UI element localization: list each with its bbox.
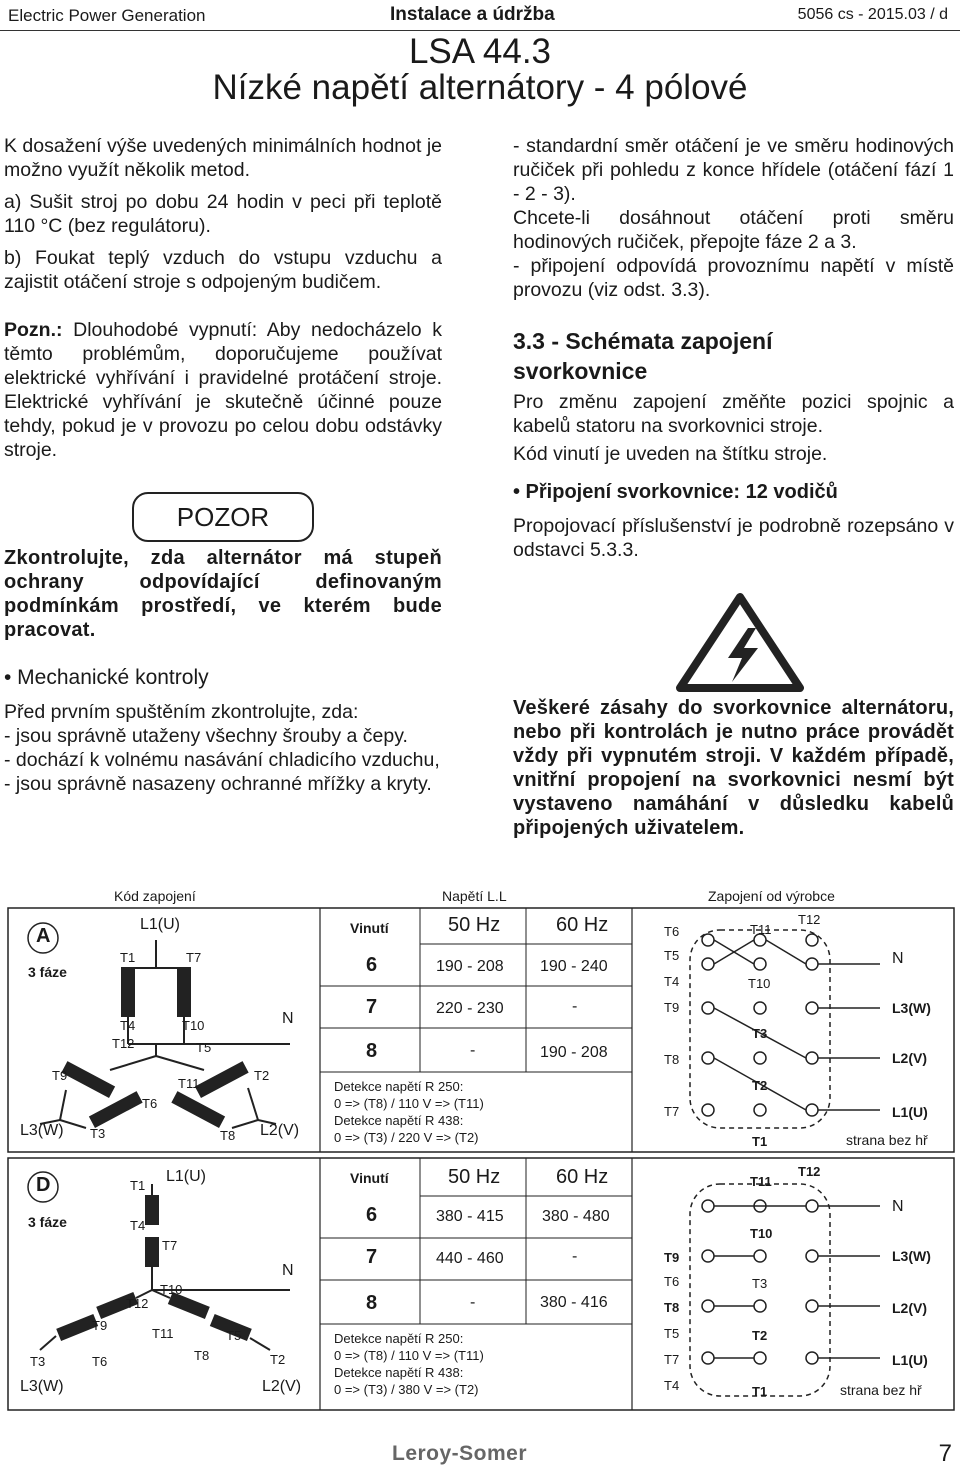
fa-t2: T2 [752, 1078, 768, 1093]
warning-text: Zkontrolujte, zda alternátor má stupeň ochrany odpovídající definovaným podmínkám prostředí, ve kterém bude pracovat. [4, 547, 442, 641]
a-l3: L3(W) [20, 1122, 64, 1139]
fd-n: N [892, 1198, 904, 1215]
a-t8: T8 [220, 1128, 236, 1143]
d-row2-code: 7 [366, 1246, 378, 1268]
mech-item-2: - dochází k volnému nasávání chladicího vzduchu, [4, 749, 440, 771]
page-number: 7 [938, 1440, 952, 1467]
diagram-a-phase: 3 fáze [28, 964, 67, 980]
a-row3-v60: 190 - 208 [540, 1044, 608, 1061]
fa-t7: T7 [664, 1104, 680, 1119]
fa-l3: L3(W) [892, 1000, 931, 1016]
d-detection [334, 1330, 484, 1398]
fa-t5: T5 [664, 948, 680, 963]
fd-t5: T5 [664, 1326, 680, 1341]
d-det-3: Detekce napětí R 438: [334, 1365, 464, 1380]
d-t2: T2 [270, 1352, 286, 1367]
fa-side: strana bez hř [846, 1132, 928, 1148]
fa-t9: T9 [664, 1000, 680, 1015]
para-drying-a: a) Sušit stroj po dobu 24 hodin v peci při teplotě 110 °C (bez regulátoru). [4, 191, 442, 237]
a-det-2: 0 => (T8) / 110 V => (T11) [334, 1096, 484, 1111]
danger-text: Veškeré zásahy do svorkovnice alternátoru, nebo při kontrolách je nutno práce provádět vždy při vypnutém stroji. V každém případě, vnitřní propojení na svorkovnici nesmí být vystaveno namáhání v důsledku kabelů připojených uživatelem. [513, 697, 954, 839]
a-detection [334, 1078, 484, 1146]
para-voltage: - připojení odpovídá provoznímu napětí v místě provozu (viz odst. 3.3). [513, 255, 954, 301]
subheading-12: • Připojení svorkovnice: 12 vodičů [513, 481, 838, 503]
header-brand: Electric Power Generation [8, 6, 206, 25]
fa-t8: T8 [664, 1052, 680, 1067]
a-t10: T10 [182, 1018, 205, 1033]
d-row3-v50: - [470, 1294, 476, 1311]
d-l2: L2(V) [262, 1378, 302, 1395]
header-factory: Zapojení od výrobce [708, 888, 835, 904]
fa-l1: L1(U) [892, 1104, 928, 1120]
a-t7: T7 [186, 950, 202, 965]
brand-logo: Leroy-Somer [392, 1442, 528, 1465]
fd-t11: T11 [750, 1174, 772, 1189]
a-row3-v50: - [470, 1042, 476, 1059]
d-row1-code: 6 [366, 1204, 378, 1226]
header-code: Kód zapojení [114, 888, 196, 904]
a-row2-v60: - [572, 998, 578, 1015]
mech-item-3: - jsou správně nasazeny ochranné mřížky a kryty. [4, 773, 432, 795]
d-row1-v60: 380 - 480 [542, 1208, 610, 1225]
diagram-a-windings [40, 940, 290, 1128]
fa-t10: T10 [748, 976, 771, 991]
d-row3-v60: 380 - 416 [540, 1294, 608, 1311]
para-change: Pro změnu zapojení změňte pozici spojnic a kabelů statoru na svorkovnici stroje. [513, 391, 954, 437]
note-text: Dlouhodobé vypnutí: Aby nedocházelo k těmto problémům, doporučujeme používat elektrické vyhřívání i pravidelné protáčení stroje. Elektrické vyhřívání je skutečně účinné pouze tehdy, pokud je v provozu po celou dobu odstávky stroje. [4, 319, 442, 461]
fd-t10: T10 [750, 1226, 773, 1241]
diagram-d-letter: D [36, 1174, 51, 1196]
d-hz60: 60 Hz [556, 1166, 609, 1188]
fd-t4: T4 [664, 1378, 680, 1393]
a-row1-v60: 190 - 240 [540, 958, 608, 975]
title-line2: Nízké napětí alternátory - 4 pólové [212, 68, 748, 107]
para-methods: K dosažení výše uvedených minimálních hodnot je možno využít několik metod. [4, 135, 442, 181]
fd-t1: T1 [752, 1384, 768, 1399]
d-hz50: 50 Hz [448, 1166, 501, 1188]
d-det-1: Detekce napětí R 250: [334, 1331, 464, 1346]
d-t12: T12 [126, 1296, 149, 1311]
d-row2-v60: - [572, 1248, 578, 1265]
a-t11: T11 [178, 1076, 200, 1091]
para-drying-b: b) Foukat teplý vzduch do vstupu vzduchu a zajistit otáčení stroje s odpojeným budičem. [4, 247, 442, 293]
a-vinuti: Vinutí [350, 920, 389, 936]
a-hz60: 60 Hz [556, 914, 609, 936]
title-line1: LSA 44.3 [408, 32, 552, 71]
a-t4: T4 [120, 1018, 136, 1033]
fd-l2: L2(V) [892, 1300, 927, 1316]
para-accessories: Propojovací příslušenství je podrobně rozepsáno v odstavci 5.3.3. [513, 515, 954, 561]
header-voltage: Napětí L.L [442, 888, 507, 904]
header-docref: 5056 cs - 2015.03 / d [797, 6, 948, 23]
d-t11: T11 [152, 1326, 174, 1341]
fa-t11: T11 [750, 922, 772, 937]
fa-t3: T3 [752, 1026, 768, 1041]
a-row3-code: 8 [366, 1040, 378, 1062]
a-t9: T9 [52, 1068, 68, 1083]
a-det-4: 0 => (T3) / 220 V => (T2) [334, 1130, 479, 1145]
a-row1-code: 6 [366, 954, 378, 976]
d-t1: T1 [130, 1178, 146, 1193]
diagram-a-letter: A [36, 925, 51, 947]
d-row2-v50: 440 - 460 [436, 1250, 504, 1267]
fd-side: strana bez hř [840, 1382, 922, 1398]
a-t1: T1 [120, 950, 136, 965]
d-t7: T7 [162, 1238, 178, 1253]
fa-t6: T6 [664, 924, 680, 939]
d-l1: L1(U) [166, 1168, 207, 1185]
a-l2: L2(V) [260, 1122, 300, 1139]
fa-l2: L2(V) [892, 1050, 927, 1066]
mech-heading: • Mechanické kontroly [4, 666, 209, 689]
d-row1-v50: 380 - 415 [436, 1208, 504, 1225]
fd-t12: T12 [798, 1164, 821, 1179]
fd-t3: T3 [752, 1276, 768, 1291]
mech-intro: Před prvním spuštěním zkontrolujte, zda: [4, 701, 359, 723]
a-t2: T2 [254, 1068, 270, 1083]
a-det-1: Detekce napětí R 250: [334, 1079, 464, 1094]
a-hz50: 50 Hz [448, 914, 501, 936]
note-label: Pozn.: [4, 319, 63, 341]
header-section: Instalace a údržba [390, 4, 555, 25]
a-t3: T3 [90, 1126, 106, 1141]
a-l1: L1(U) [140, 916, 181, 933]
d-t6: T6 [92, 1354, 108, 1369]
d-t4: T4 [130, 1218, 146, 1233]
a-row2-v50: 220 - 230 [436, 1000, 504, 1017]
d-vinuti: Vinutí [350, 1170, 389, 1186]
d-t10: T10 [160, 1282, 183, 1297]
fd-l3: L3(W) [892, 1248, 931, 1264]
para-counter: Chcete-li dosáhnout otáčení proti směru hodinových ručiček, přepojte fáze 2 a 3. [513, 207, 954, 253]
factory-panel-a [690, 930, 880, 1128]
fa-t12: T12 [798, 912, 821, 927]
fd-t2: T2 [752, 1328, 768, 1343]
fd-t9: T9 [664, 1250, 680, 1265]
fd-t7: T7 [664, 1352, 680, 1367]
section-heading: 3.3 - Schémata zapojení svorkovnice [513, 328, 773, 384]
para-code: Kód vinutí je uveden na štítku stroje. [513, 443, 828, 465]
para-rotation: - standardní směr otáčení je ve směru hodinových ručiček při pohledu z konce hřídele (otáčení fází 1 - 2 - 3). [513, 135, 954, 205]
a-row2-code: 7 [366, 996, 378, 1018]
a-t5: T5 [196, 1040, 212, 1055]
a-t6: T6 [142, 1096, 158, 1111]
a-n: N [282, 1010, 294, 1027]
d-n: N [282, 1262, 294, 1279]
d-row3-code: 8 [366, 1292, 378, 1314]
a-t12: T12 [112, 1036, 135, 1051]
fa-n: N [892, 950, 904, 967]
fa-t4: T4 [664, 974, 680, 989]
mech-item-1: - jsou správně utaženy všechny šrouby a čepy. [4, 725, 408, 747]
fd-t8: T8 [664, 1300, 680, 1315]
d-t5: T5 [226, 1328, 242, 1343]
factory-panel-d [690, 1184, 880, 1396]
d-t9: T9 [92, 1318, 108, 1333]
d-det-2: 0 => (T8) / 110 V => (T11) [334, 1348, 484, 1363]
d-det-4: 0 => (T3) / 380 V => (T2) [334, 1382, 479, 1397]
a-row1-v50: 190 - 208 [436, 958, 504, 975]
fd-t6: T6 [664, 1274, 680, 1289]
fd-l1: L1(U) [892, 1352, 928, 1368]
diagram-d-phase: 3 fáze [28, 1214, 67, 1230]
d-t8: T8 [194, 1348, 210, 1363]
fa-t1: T1 [752, 1134, 768, 1149]
d-t3: T3 [30, 1354, 46, 1369]
pozor-badge: POZOR [132, 492, 314, 542]
d-l3: L3(W) [20, 1378, 64, 1395]
a-det-3: Detekce napětí R 438: [334, 1113, 464, 1128]
